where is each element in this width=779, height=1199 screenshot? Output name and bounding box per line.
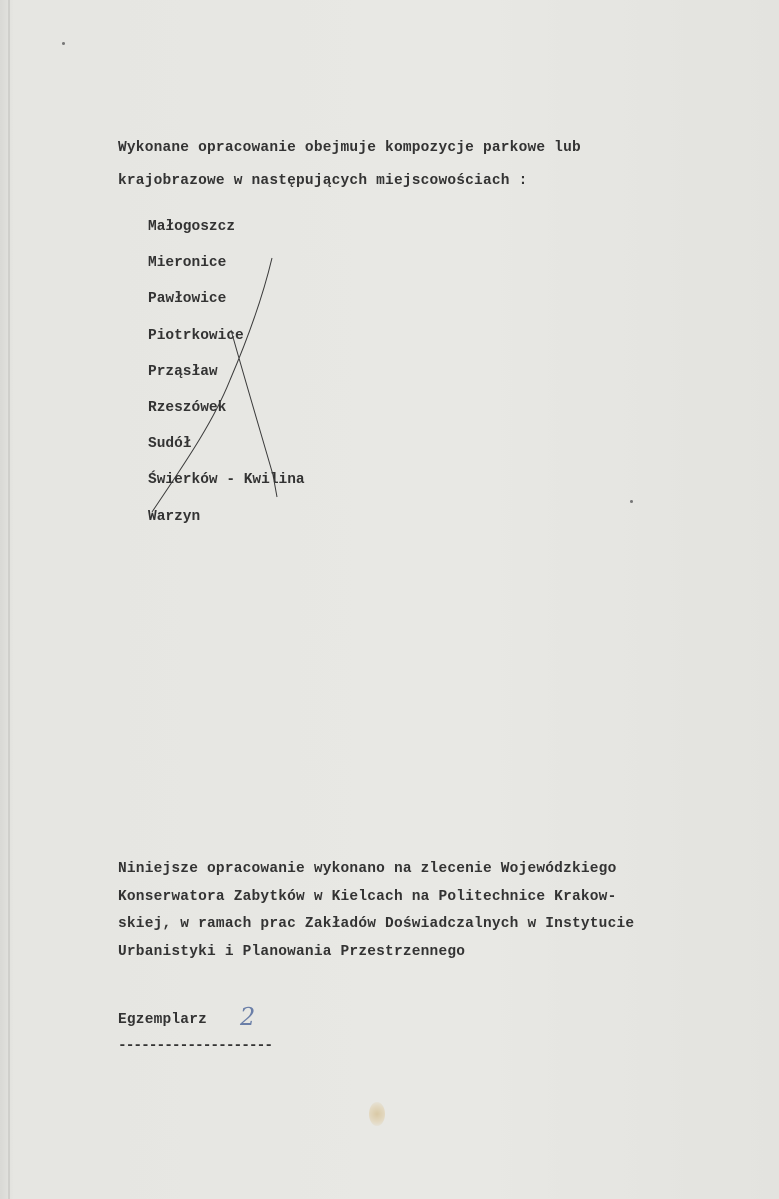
commission-line-1: Niniejsze opracowanie wykonano na zlecenie Wojewódzkiego	[118, 861, 617, 877]
commission-line-3: skiej, w ramach prac Zakładów Doświadczalnych w Instytucie	[118, 916, 635, 932]
paper-stain	[369, 1102, 385, 1126]
handwritten-copy-number: 2	[240, 1003, 256, 1031]
place-item: Małogoszcz	[148, 219, 236, 235]
speck	[630, 500, 633, 503]
speck	[62, 42, 65, 45]
place-item: Pawłowice	[148, 291, 227, 308]
place-item: Mieronice	[148, 255, 227, 272]
copy-label: Egzemplarz	[118, 1012, 208, 1028]
place-item: Warzyn	[148, 508, 201, 525]
place-item: Świerków - Kwilina	[148, 472, 305, 489]
commission-line-4: Urbanistyki i Planowania Przestrzennego	[118, 943, 466, 960]
place-item: Sudół	[148, 436, 192, 453]
place-item: Rzeszówek	[148, 399, 227, 416]
place-item: Prząsław	[148, 363, 218, 380]
commission-paragraph	[118, 856, 634, 966]
intro-line-2: krajobrazowe w następujących miejscowościach :	[118, 173, 528, 189]
intro-line-1: Wykonane opracowanie obejmuje kompozycje parkowe lub	[118, 140, 581, 156]
copy-underline: --------------------	[118, 1038, 273, 1054]
place-item: Piotrkowice	[148, 327, 244, 344]
commission-line-2: Konserwatora Zabytków w Kielcach na Politechnice Krakow-	[118, 888, 617, 905]
